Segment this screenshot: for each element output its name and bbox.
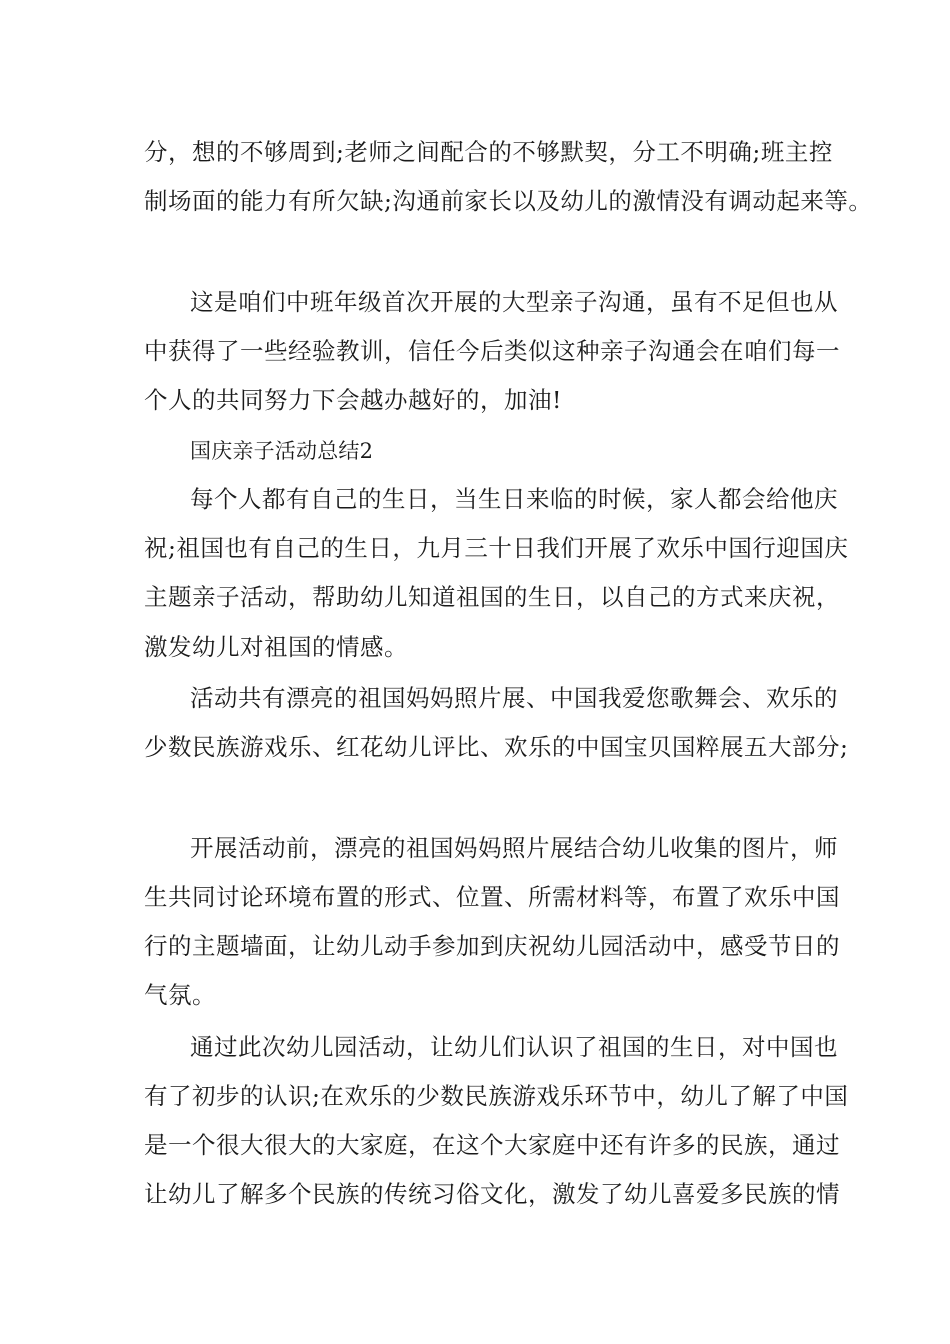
text-line: 激发幼儿对祖国的情感。: [144, 633, 408, 661]
text-line: 个人的共同努力下会越办越好的，加油!: [144, 386, 562, 414]
text-line: 有了初步的认识;在欢乐的少数民族游戏乐环节中，幼儿了解了中国: [144, 1082, 849, 1110]
text-line: 生共同讨论环境布置的形式、位置、所需材料等，布置了欢乐中国: [144, 883, 840, 911]
text-line: 少数民族游戏乐、红花幼儿评比、欢乐的中国宝贝国粹展五大部分;: [144, 733, 849, 761]
paragraph-first-line: 通过此次幼儿园活动，让幼儿们认识了祖国的生日，对中国也: [190, 1033, 838, 1061]
paragraph-first-line: 每个人都有自己的生日，当生日来临的时候，家人都会给他庆: [190, 485, 838, 513]
text-line: 制场面的能力有所欠缺;沟通前家长以及幼儿的激情没有调动起来等。: [144, 187, 873, 215]
section-heading: 国庆亲子活动总结2: [190, 439, 374, 463]
text-line: 让幼儿了解多个民族的传统习俗文化，激发了幼儿喜爱多民族的情: [144, 1180, 840, 1208]
text-line: 是一个很大很大的大家庭，在这个大家庭中还有许多的民族，通过: [144, 1131, 840, 1159]
paragraph-first-line: 开展活动前，漂亮的祖国妈妈照片展结合幼儿收集的图片，师: [190, 834, 838, 862]
text-line: 中获得了一些经验教训，信任今后类似这种亲子沟通会在咱们每一: [144, 337, 840, 365]
text-line: 气氛。: [144, 981, 216, 1009]
text-line: 行的主题墙面，让幼儿动手参加到庆祝幼儿园活动中，感受节日的: [144, 932, 840, 960]
paragraph-first-line: 活动共有漂亮的祖国妈妈照片展、中国我爱您歌舞会、欢乐的: [190, 684, 838, 712]
text-line: 主题亲子活动，帮助幼儿知道祖国的生日，以自己的方式来庆祝，: [144, 583, 840, 611]
text-line: 分，想的不够周到;老师之间配合的不够默契，分工不明确;班主控: [144, 138, 833, 166]
paragraph-first-line: 这是咱们中班年级首次开展的大型亲子沟通，虽有不足但也从: [190, 288, 838, 316]
text-line: 祝;祖国也有自己的生日，九月三十日我们开展了欢乐中国行迎国庆: [144, 534, 849, 562]
